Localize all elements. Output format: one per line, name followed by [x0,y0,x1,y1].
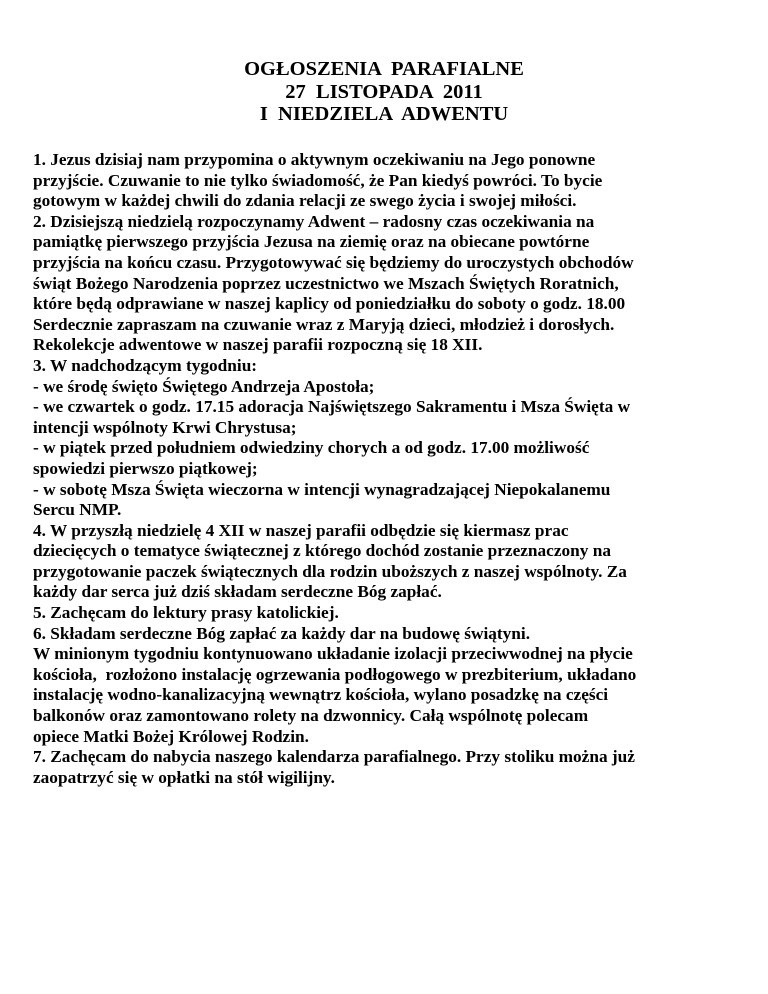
announcement-date: 27 LISTOPADA 2011 [285,80,483,103]
announcement-body [33,150,768,788]
text-line: instalację wodno-kanalizacyjną wewnątrz kościoła, wylano posadzkę na części [33,685,609,705]
text-line: każdy dar serca już dziś składam serdeczne Bóg zapłać. [33,582,442,602]
text-line: świąt Bożego Narodzenia poprzez uczestnictwo we Mszach Świętych Roratnich, [33,273,619,293]
text-line: 7. Zachęcam do nabycia naszego kalendarza parafialnego. Przy stoliku można już [33,747,635,767]
text-line: dziecięcych o tematyce świątecznej z którego dochód zostanie przeznaczony na [33,541,611,561]
text-line: - we środę święto Świętego Andrzeja Apostoła; [33,376,375,396]
text-line: - we czwartek o godz. 17.15 adoracja Najświętszego Sakramentu i Msza Święta w [33,397,631,417]
text-line: 3. W nadchodzącym tygodniu: [33,355,258,375]
page-title: OGŁOSZENIA PARAFIALNE [244,58,524,80]
announcement-header [0,58,768,126]
text-line: balkonów oraz zamontowano rolety na dzwonnicy. Całą wspólnotę polecam [33,706,589,726]
text-line: które będą odprawiane w naszej kaplicy od poniedziałku do soboty o godz. 18.00 [33,294,626,314]
text-line: W minionym tygodniu kontynuowano układanie izolacji przeciwwodnej na płycie [33,644,633,664]
text-line: Rekolekcje adwentowe w naszej parafii rozpoczną się 18 XII. [33,335,483,355]
text-line: 6. Składam serdeczne Bóg zapłać za każdy dar na budowę świątyni. [33,623,531,643]
text-line: intencji wspólnoty Krwi Chrystusa; [33,417,297,437]
text-line: 1. Jezus dzisiaj nam przypomina o aktywnym oczekiwaniu na Jego ponowne [33,150,596,169]
text-line: przygotowanie paczek świątecznych dla rodzin uboższych z naszej wspólnoty. Za [33,561,627,581]
text-line: pamiątkę pierwszego przyjścia Jezusa na ziemię oraz na obiecane powtórne [33,232,590,252]
text-line: kościoła, rozłożono instalację ogrzewania podłogowego w prezbiterium, układano [33,664,637,684]
text-line: przyjścia na końcu czasu. Przygotowywać się będziemy do uroczystych obchodów [33,252,634,272]
liturgical-day: I NIEDZIELA ADWENTU [259,103,509,125]
text-line: - w sobotę Msza Święta wieczorna w intencji wynagradzającej Niepokalanemu [33,479,611,499]
text-line: przyjście. Czuwanie to nie tylko świadomość, że Pan kiedyś powróci. To bycie [33,170,603,190]
text-line: Sercu NMP. [33,500,122,520]
text-line: opiece Matki Bożej Królowej Rodzin. [33,726,309,746]
text-line: spowiedzi pierwszo piątkowej; [33,458,258,478]
text-line: gotowym w każdej chwili do zdania relacji ze swego życia i swojej miłości. [33,191,577,211]
text-line: 4. W przyszłą niedzielę 4 XII w naszej parafii odbędzie się kiermasz prac [33,520,569,540]
text-line: - w piątek przed południem odwiedziny chorych a od godz. 17.00 możliwość [33,438,590,458]
text-line: zaopatrzyć się w opłatki na stół wigilijny. [33,767,335,787]
text-line: Serdecznie zapraszam na czuwanie wraz z Maryją dzieci, młodzież i dorosłych. [33,314,615,334]
text-line: 5. Zachęcam do lektury prasy katolickiej. [33,603,339,623]
text-line: 2. Dzisiejszą niedzielą rozpoczynamy Adwent – radosny czas oczekiwania na [33,211,595,231]
